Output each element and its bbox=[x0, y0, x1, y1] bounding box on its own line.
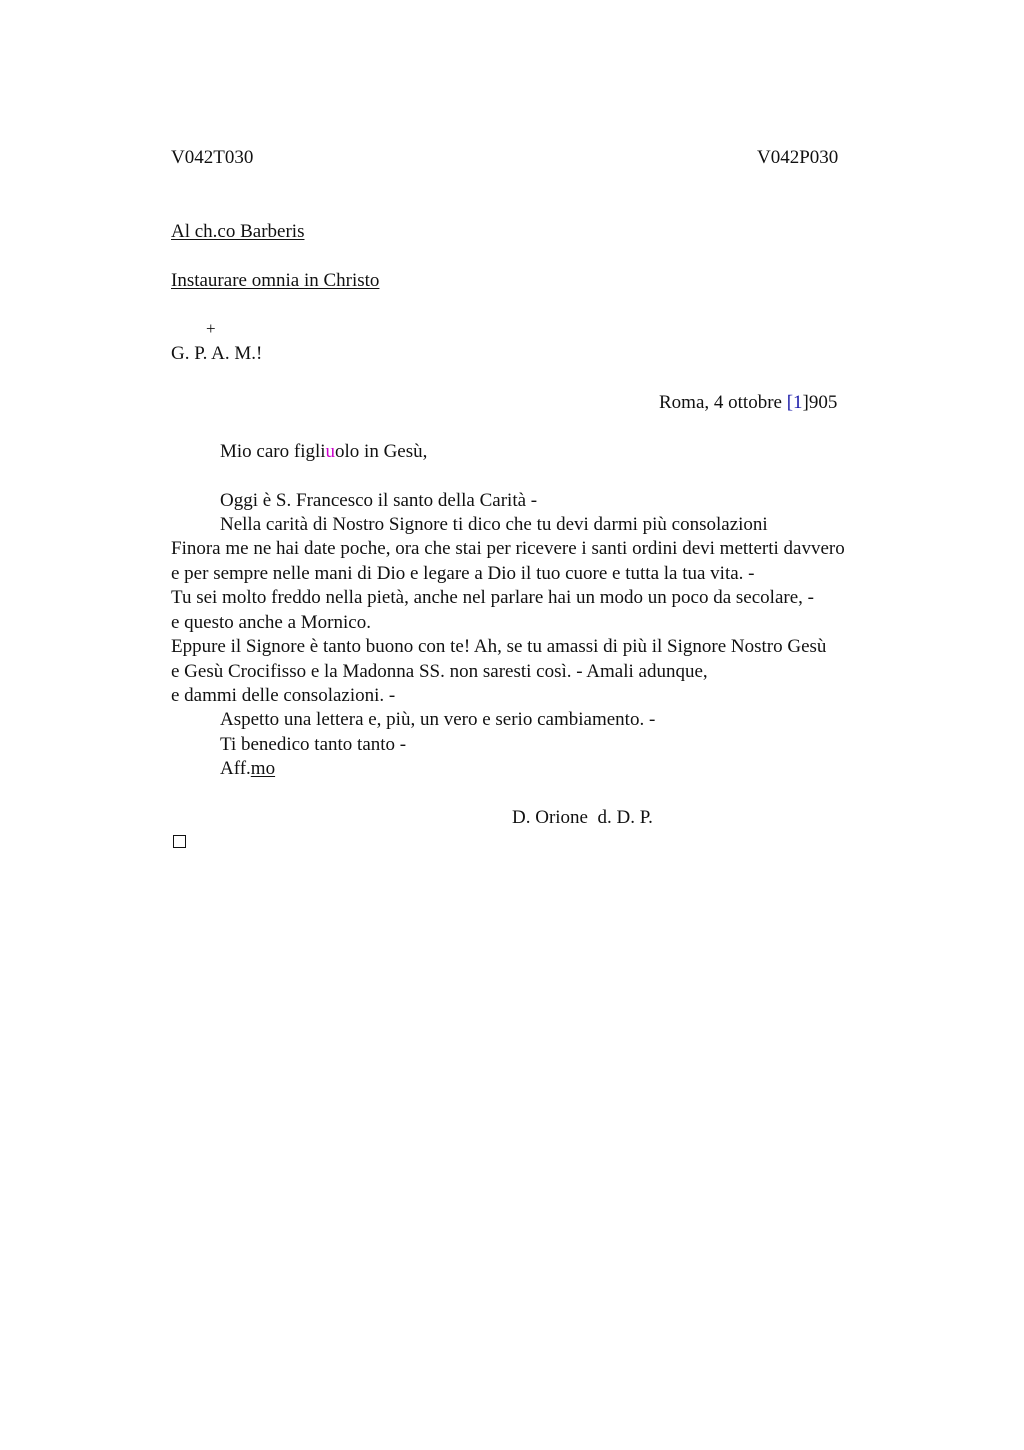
body-line: e questo anche a Mornico. bbox=[171, 612, 371, 633]
salutation-line bbox=[220, 440, 427, 464]
body-line: Eppure il Signore è tanto buono con te! Ah, se tu amassi di più il Signore Nostro Gesù bbox=[171, 636, 827, 657]
body-line: e per sempre nelle mani di Dio e legare a Dio il tuo cuore e tutta la tua vita. - bbox=[171, 563, 755, 584]
closing-suffix: mo bbox=[250, 758, 276, 779]
date-place-day: Roma, 4 ottobre bbox=[659, 392, 787, 413]
document-code-left: V042T030 bbox=[171, 147, 254, 168]
body-line: Oggi è S. Francesco il santo della Carità - bbox=[220, 490, 538, 511]
cross-symbol: + bbox=[206, 319, 216, 338]
salutation-highlight: u bbox=[325, 441, 336, 462]
date-bracket-open: [ bbox=[786, 392, 794, 413]
date-bracket-digit: 1 bbox=[793, 392, 803, 413]
body-line: Finora me ne hai date poche, ora che stai per ricevere i santi ordini devi metterti davvero bbox=[171, 538, 845, 559]
date-line bbox=[659, 391, 837, 415]
body-line: e dammi delle consolazioni. - bbox=[171, 685, 396, 706]
checkbox-square bbox=[173, 835, 186, 848]
salutation-before: Mio caro figli bbox=[220, 441, 326, 462]
body-line: e Gesù Crocifisso e la Madonna SS. non saresti così. - Amali adunque, bbox=[171, 661, 708, 682]
closing-line bbox=[220, 757, 275, 781]
invocation-line: G. P. A. M.! bbox=[171, 343, 263, 364]
closing-prefix: Aff. bbox=[220, 758, 251, 779]
motto-line: Instaurare omnia in Christo bbox=[171, 270, 380, 291]
body-line: Tu sei molto freddo nella pietà, anche nel parlare hai un modo un poco da secolare, - bbox=[171, 587, 814, 608]
document-code-right: V042P030 bbox=[757, 147, 839, 168]
salutation-after: olo in Gesù, bbox=[335, 441, 428, 462]
body-line: Nella carità di Nostro Signore ti dico che tu devi darmi più consolazioni bbox=[220, 514, 768, 535]
signature-line: D. Orione d. D. P. bbox=[512, 807, 653, 828]
date-bracket-close: ] bbox=[802, 392, 809, 413]
date-year-rest: 905 bbox=[808, 392, 838, 413]
body-line: Ti benedico tanto tanto - bbox=[220, 734, 407, 755]
recipient-line: Al ch.co Barberis bbox=[171, 221, 305, 242]
body-line: Aspetto una lettera e, più, un vero e serio cambiamento. - bbox=[220, 709, 656, 730]
